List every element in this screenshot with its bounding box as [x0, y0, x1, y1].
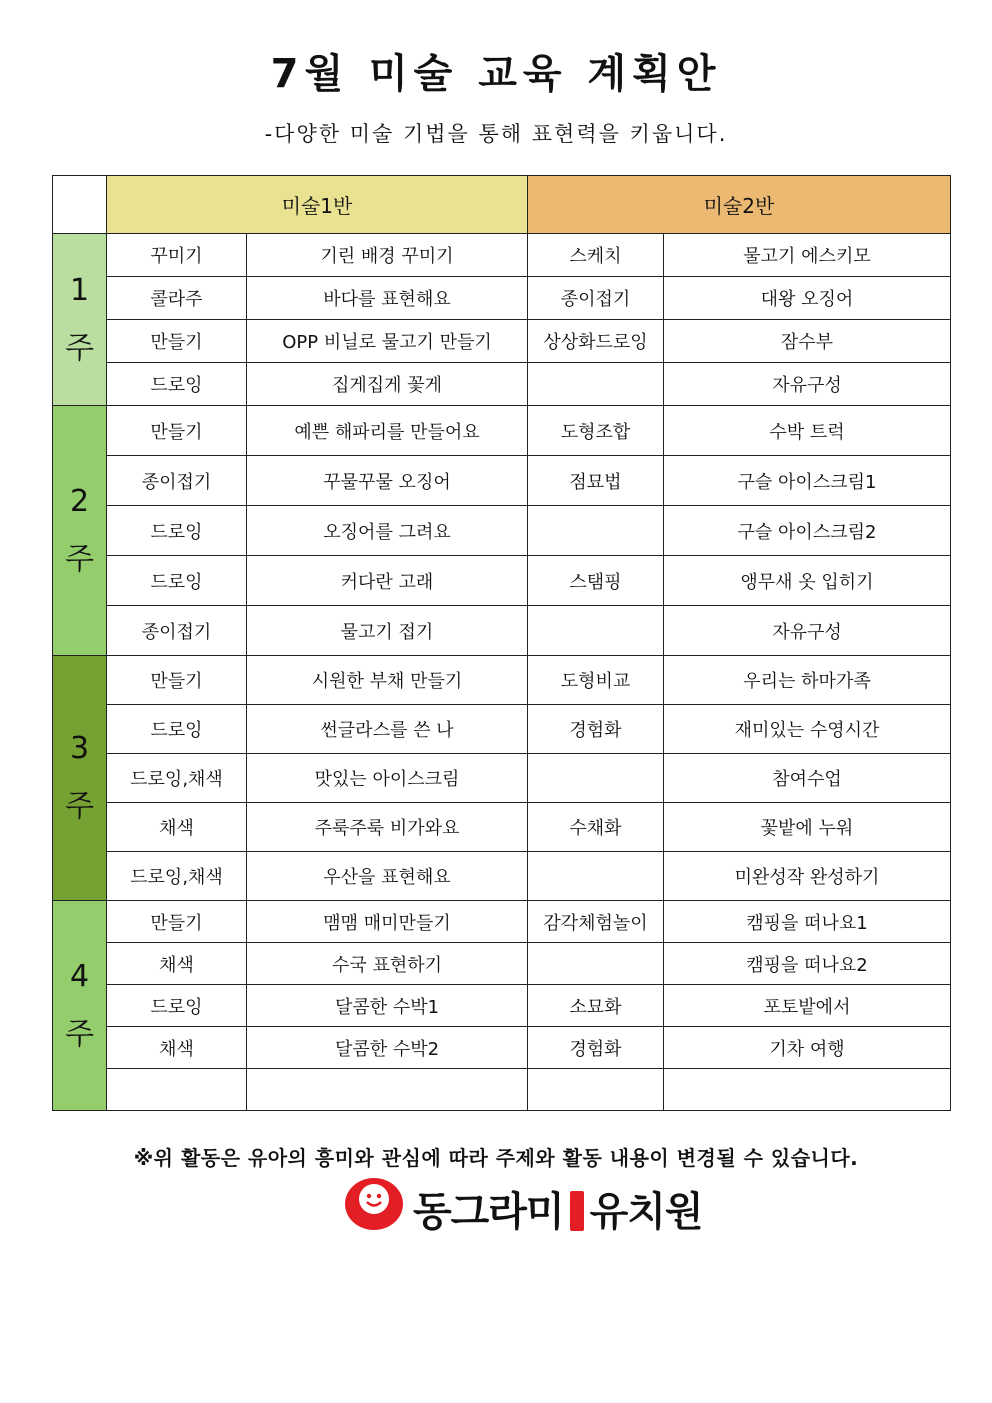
class1-header: 미술1반	[107, 176, 528, 234]
class1-type-cell: 만들기	[107, 656, 247, 705]
class1-activity-cell: 달콤한 수박2	[247, 1027, 528, 1069]
week-label-cell	[53, 656, 107, 901]
class2-activity-cell: 자유구성	[664, 363, 951, 406]
header-row	[53, 176, 951, 234]
class2-activity-cell: 구슬 아이스크림1	[664, 456, 951, 506]
class1-activity-cell: 예쁜 해파리를 만들어요	[247, 406, 528, 456]
class2-activity-cell: 미완성작 완성하기	[664, 852, 951, 901]
table-row	[53, 901, 951, 943]
class1-type-cell: 드로잉,채색	[107, 754, 247, 803]
table-row	[53, 943, 951, 985]
pencil-icon	[570, 1191, 584, 1231]
class1-activity-cell: 오징어를 그려요	[247, 506, 528, 556]
class2-header: 미술2반	[528, 176, 951, 234]
class2-type-cell: 감각체험놀이	[528, 901, 664, 943]
class1-type-cell: 채색	[107, 1027, 247, 1069]
class1-activity-cell: 수국 표현하기	[247, 943, 528, 985]
class2-type-cell: 경험화	[528, 1027, 664, 1069]
table-row	[53, 985, 951, 1027]
class1-activity-cell: 맴맴 매미만들기	[247, 901, 528, 943]
class1-activity-cell: 집게집게 꽃게	[247, 363, 528, 406]
week-suffix: 주	[65, 1016, 94, 1052]
class2-activity-cell: 캠핑을 떠나요2	[664, 943, 951, 985]
class1-activity-cell: 시원한 부채 만들기	[247, 656, 528, 705]
week-label-cell	[53, 406, 107, 656]
class1-activity-cell: 맛있는 아이스크림	[247, 754, 528, 803]
class1-type-cell: 종이접기	[107, 456, 247, 506]
page-subtitle: -다양한 미술 기법을 통해 표현력을 키웁니다.	[264, 122, 728, 146]
class2-activity-cell: 우리는 하마가족	[664, 656, 951, 705]
table-row	[53, 705, 951, 754]
class1-activity-cell	[247, 1069, 528, 1111]
table-row	[53, 1069, 951, 1111]
logo-name-part1: 동그라미	[413, 1189, 564, 1235]
corner-cell	[53, 176, 107, 234]
class2-type-cell: 스케치	[528, 234, 664, 277]
table-row	[53, 320, 951, 363]
class1-type-cell: 콜라주	[107, 277, 247, 320]
table-row	[53, 606, 951, 656]
class2-activity-cell: 꽃밭에 누워	[664, 803, 951, 852]
class2-type-cell	[528, 1069, 664, 1111]
table-row	[53, 556, 951, 606]
week-number: 3	[69, 731, 90, 766]
class1-type-cell	[107, 1069, 247, 1111]
class1-activity-cell: OPP 비닐로 물고기 만들기	[247, 320, 528, 363]
class2-type-cell: 종이접기	[528, 277, 664, 320]
class2-type-cell: 점묘법	[528, 456, 664, 506]
week-label-cell	[53, 234, 107, 406]
class2-type-cell: 소묘화	[528, 985, 664, 1027]
class2-type-cell	[528, 943, 664, 985]
class1-activity-cell: 썬글라스를 쓴 나	[247, 705, 528, 754]
class2-activity-cell: 구슬 아이스크림2	[664, 506, 951, 556]
class1-type-cell: 드로잉	[107, 363, 247, 406]
class1-type-cell: 꾸미기	[107, 234, 247, 277]
class1-type-cell: 채색	[107, 803, 247, 852]
smiley-face-icon	[359, 1184, 389, 1214]
class2-activity-cell: 참여수업	[664, 754, 951, 803]
class2-type-cell: 수채화	[528, 803, 664, 852]
class2-type-cell	[528, 506, 664, 556]
class2-activity-cell: 물고기 에스키모	[664, 234, 951, 277]
week-number: 2	[69, 483, 90, 519]
class2-activity-cell: 캠핑을 떠나요1	[664, 901, 951, 943]
table-row	[53, 754, 951, 803]
class1-type-cell: 드로잉,채색	[107, 852, 247, 901]
logo-name	[413, 1180, 702, 1237]
class2-activity-cell: 수박 트럭	[664, 406, 951, 456]
kindergarten-logo	[345, 1178, 703, 1235]
class1-activity-cell: 우산을 표현해요	[247, 852, 528, 901]
class1-type-cell: 만들기	[107, 320, 247, 363]
art-plan-table	[52, 175, 951, 1111]
class2-type-cell: 상상화드로잉	[528, 320, 664, 363]
week-suffix: 주	[65, 541, 94, 577]
class2-type-cell	[528, 852, 664, 901]
logo-name-part2: 유치원	[589, 1189, 703, 1235]
class1-type-cell: 만들기	[107, 901, 247, 943]
class2-type-cell: 도형비교	[528, 656, 664, 705]
class2-activity-cell: 앵무새 옷 입히기	[664, 556, 951, 606]
class1-activity-cell: 기린 배경 꾸미기	[247, 234, 528, 277]
class1-activity-cell: 바다를 표현해요	[247, 277, 528, 320]
week-label-cell	[53, 901, 107, 1111]
class1-type-cell: 만들기	[107, 406, 247, 456]
class1-type-cell: 드로잉	[107, 506, 247, 556]
class1-activity-cell: 꾸물꾸물 오징어	[247, 456, 528, 506]
class1-type-cell: 채색	[107, 943, 247, 985]
class2-type-cell	[528, 606, 664, 656]
table-row	[53, 803, 951, 852]
class2-activity-cell: 재미있는 수영시간	[664, 705, 951, 754]
week-suffix: 주	[65, 330, 94, 366]
class1-type-cell: 드로잉	[107, 705, 247, 754]
class1-activity-cell: 물고기 접기	[247, 606, 528, 656]
table-row	[53, 363, 951, 406]
class1-type-cell: 드로잉	[107, 985, 247, 1027]
table-row	[53, 506, 951, 556]
class2-activity-cell: 잠수부	[664, 320, 951, 363]
table-row	[53, 656, 951, 705]
footer-note: ※위 활동은 유아의 흥미와 관심에 따라 주제와 활동 내용이 변경될 수 있습니다.	[133, 1146, 859, 1170]
class2-activity-cell: 대왕 오징어	[664, 277, 951, 320]
class1-type-cell: 드로잉	[107, 556, 247, 606]
class1-activity-cell: 주룩주룩 비가와요	[247, 803, 528, 852]
page-title: 7월 미술 교육 계획안	[270, 51, 722, 97]
class1-activity-cell: 커다란 고래	[247, 556, 528, 606]
class1-activity-cell: 달콤한 수박1	[247, 985, 528, 1027]
class2-activity-cell: 자유구성	[664, 606, 951, 656]
table-row	[53, 852, 951, 901]
week-suffix: 주	[65, 789, 94, 824]
class2-activity-cell: 포토밭에서	[664, 985, 951, 1027]
week-number: 4	[69, 958, 90, 994]
class2-type-cell	[528, 363, 664, 406]
class2-activity-cell	[664, 1069, 951, 1111]
table-row	[53, 456, 951, 506]
class2-type-cell: 경험화	[528, 705, 664, 754]
table-row	[53, 406, 951, 456]
class2-type-cell: 도형조합	[528, 406, 664, 456]
table-row	[53, 277, 951, 320]
class2-type-cell: 스탬핑	[528, 556, 664, 606]
week-number: 1	[69, 272, 90, 308]
logo-emblem	[345, 1178, 403, 1230]
class1-type-cell: 종이접기	[107, 606, 247, 656]
table-row	[53, 1027, 951, 1069]
table-row	[53, 234, 951, 277]
class2-activity-cell: 기차 여행	[664, 1027, 951, 1069]
class2-type-cell	[528, 754, 664, 803]
